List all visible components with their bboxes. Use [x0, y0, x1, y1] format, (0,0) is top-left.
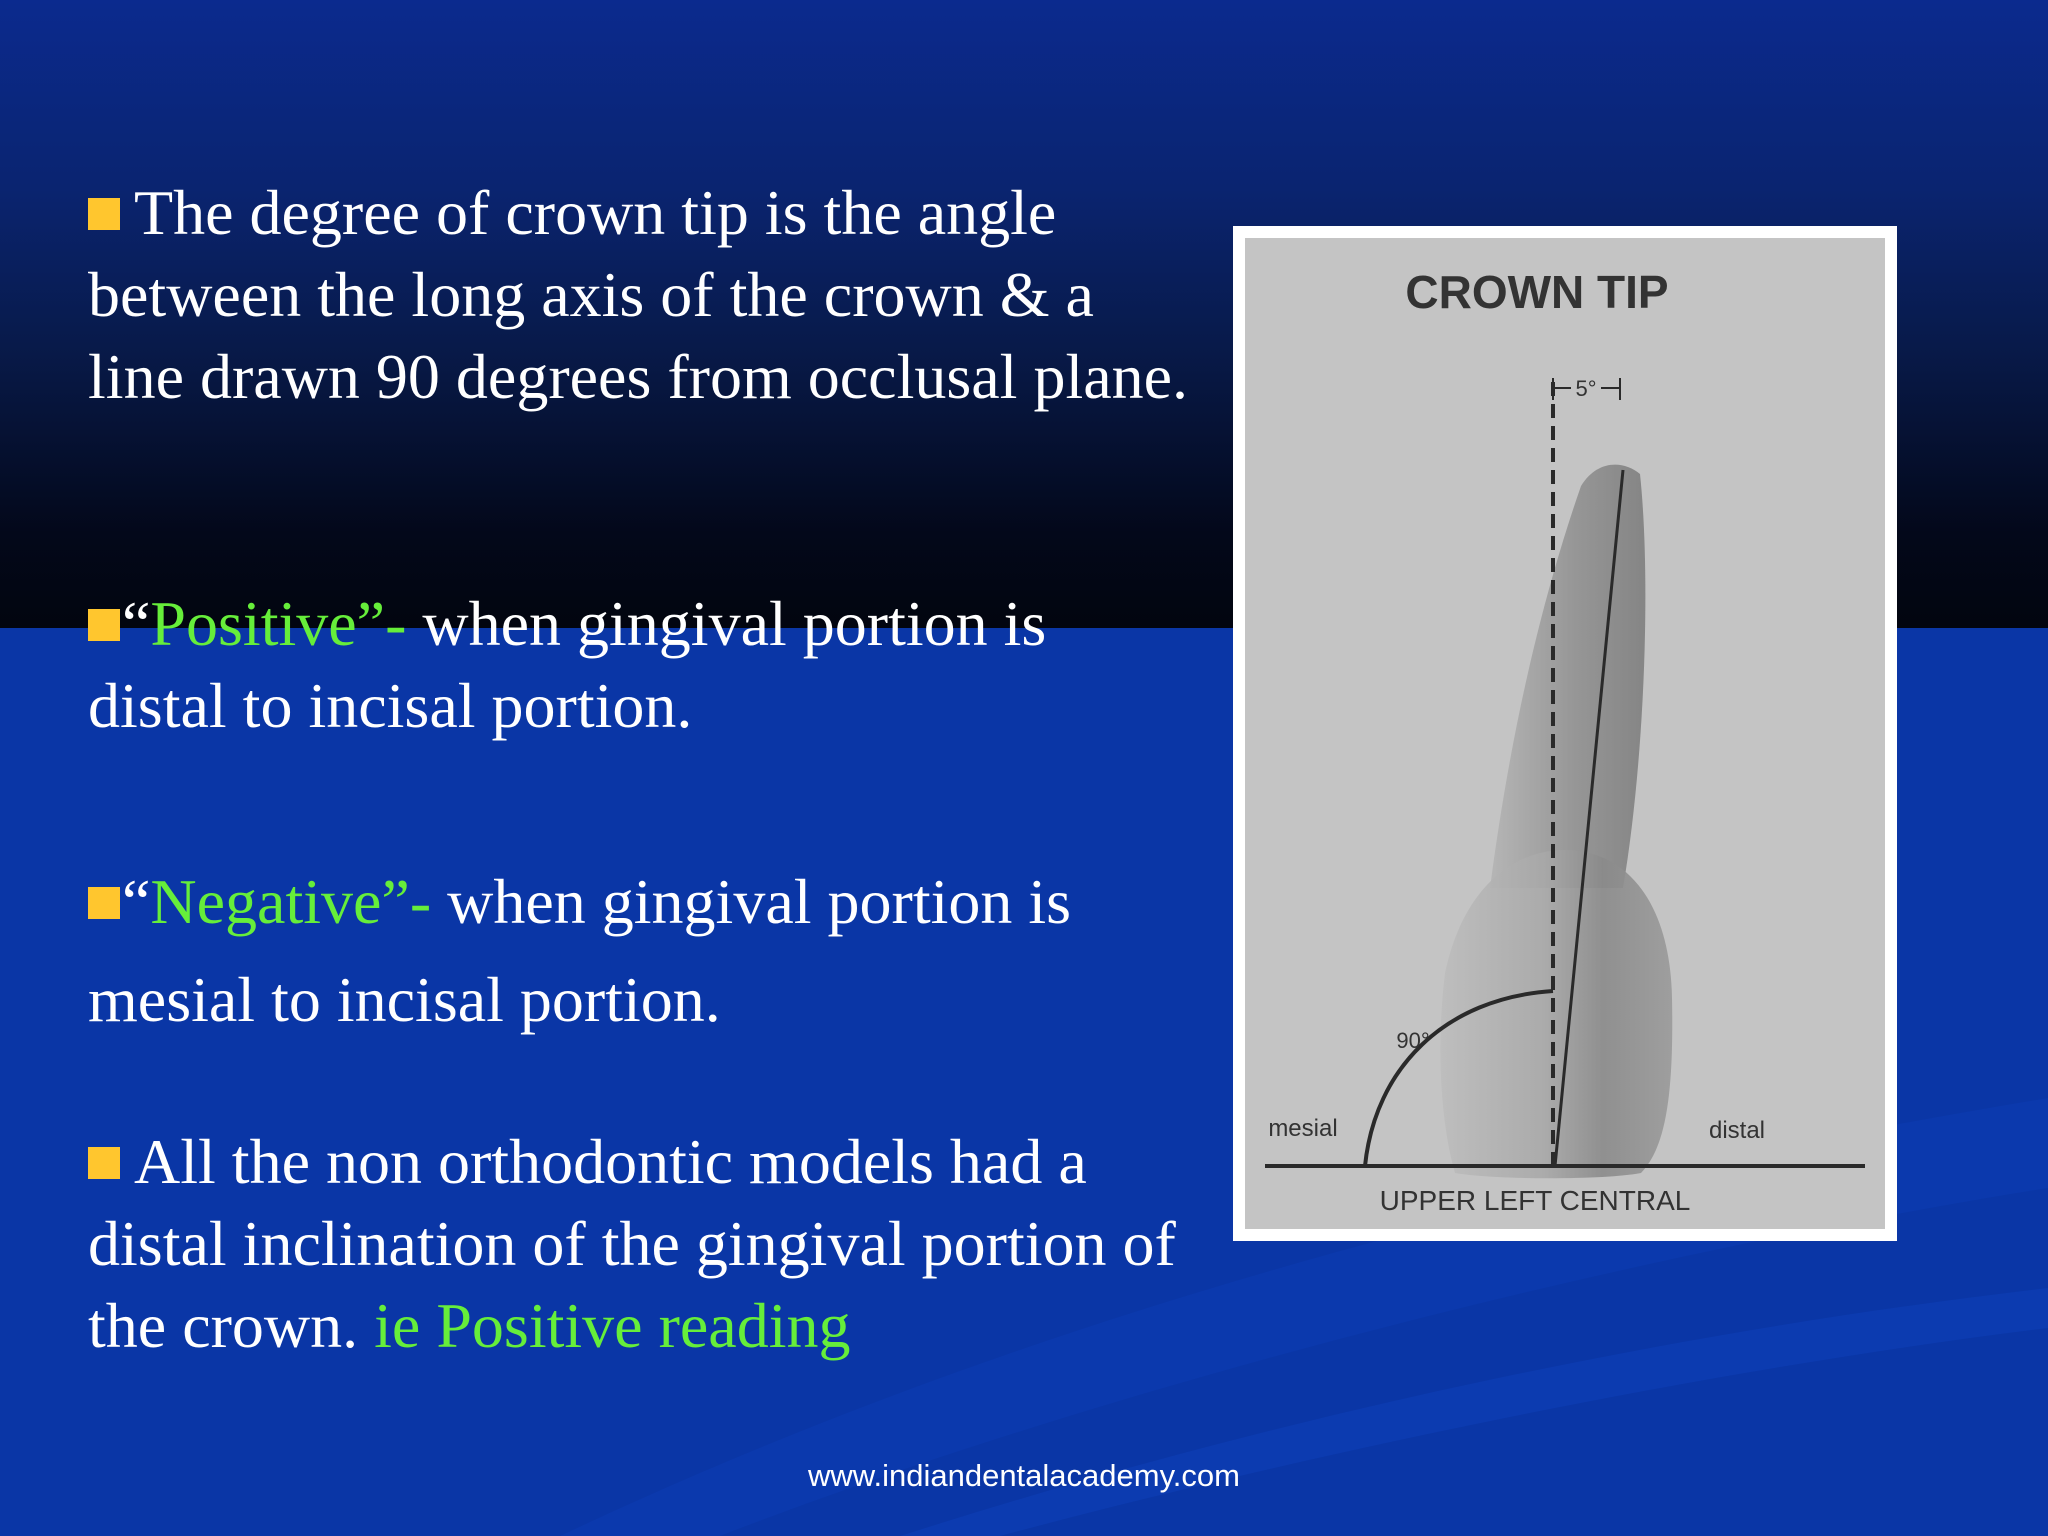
bullet-square-icon [88, 198, 120, 230]
figure-caption: UPPER LEFT CENTRAL [1379, 1185, 1691, 1216]
bullet-1 [88, 172, 1198, 418]
bullet-2-open-quote: “ [122, 588, 151, 659]
crown-tip-figure [1245, 238, 1885, 1229]
figure-frame [1233, 226, 1897, 1241]
bullet-square-icon [88, 609, 120, 641]
figure-title: CROWN TIP [1405, 266, 1669, 318]
bullet-2-rest: when gingival portion is distal to incisal portion. [88, 588, 1047, 741]
bullet-1-text: The degree of crown tip is the angle between the long axis of the crown & a line drawn 90 degrees from occlusal plane. [88, 177, 1189, 412]
bullet-3-rest-line2: mesial to incisal portion. [88, 964, 721, 1035]
distal-label: distal [1708, 1117, 1766, 1144]
bullet-square-icon [88, 1147, 120, 1179]
tooth-root [1490, 465, 1645, 888]
bullet-3-rest-line1: when gingival portion is [431, 866, 1072, 937]
bullet-4 [88, 1121, 1198, 1367]
crown-tip-diagram [1245, 238, 1885, 1229]
angle-90-label: 90° [1396, 1028, 1430, 1053]
bullet-4-text: All the non orthodontic models had a distal inclination of the gingival portion of the crown. [88, 1126, 1176, 1361]
bullet-3-open-quote: “ [122, 866, 151, 937]
bullet-2-highlight: Positive”- [150, 588, 407, 659]
footer-url: www.indiandentalacademy.com [808, 1458, 1240, 1493]
angle-5-label: 5° [1575, 376, 1597, 401]
tooth-crown [1440, 850, 1672, 1178]
bullet-square-icon [88, 887, 120, 919]
bullet-3 [88, 853, 1248, 1049]
bullet-4-highlight: ie Positive reading [374, 1290, 851, 1361]
mesial-label: mesial [1268, 1115, 1338, 1142]
bullet-3-highlight: Negative”- [150, 866, 432, 937]
bullet-2 [88, 583, 1198, 747]
